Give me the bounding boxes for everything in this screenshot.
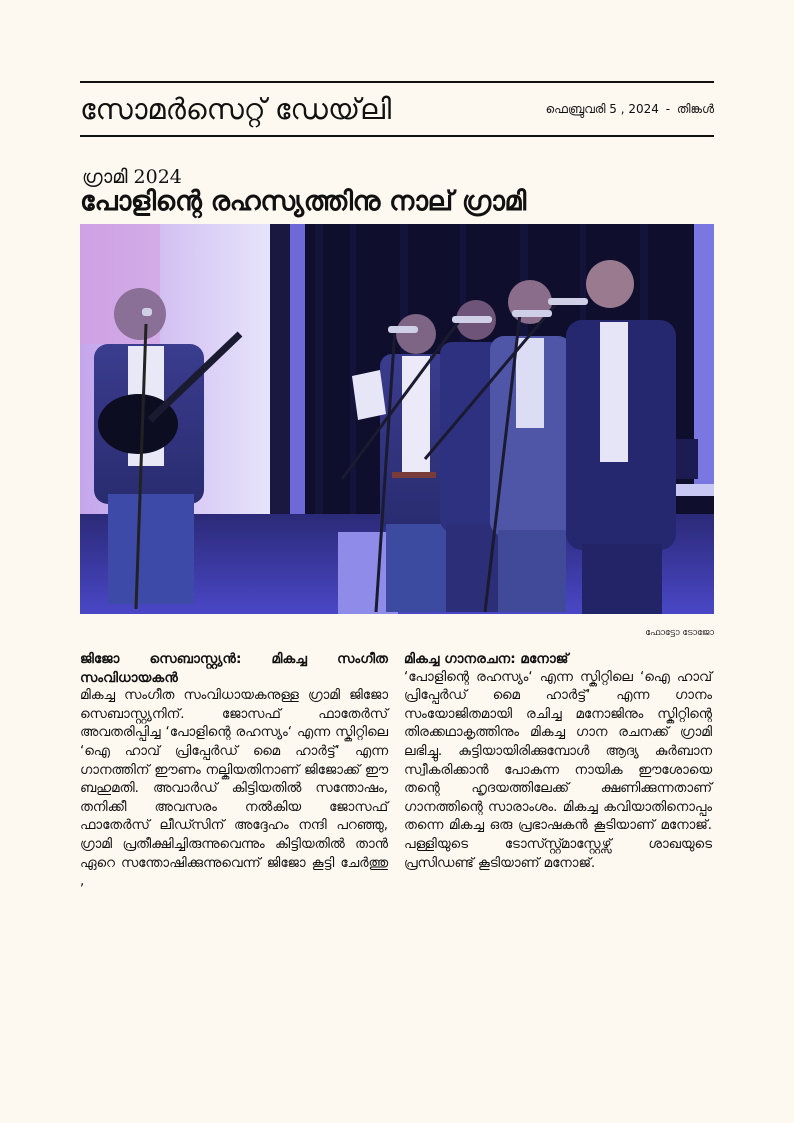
column-body: മികച്ച സംഗീത സംവിധായകനുള്ള ഗ്രാമി ജിജോ സെബാസ്റ്റ്യനിന്. ജോസഫ് ഫാതേർസ് അവതരിപ്പിച്ച ‘പോളിന്റെ രഹസ്യം‘ എന്ന സ്കിറ്റിലെ ‘ഐ ഹാവ് പ്രിപ്പേർഡ് മൈ ഹാർട്ട്‘ എന്ന ഗാനത്തിന് ഈണം നല്കിയതിനാണ് ജിജോക്ക് ഈ ബഹുമതി. അവാർഡ് കിട്ടിയതിൽ സന്തോഷം, തനിക്കീ അവസരം നൽകിയ ജോസഫ് ഫാതേർസ് ലീഡ്സിന് അദ്ദേഹം നന്ദി പറഞ്ഞു, ഗ്രാമി പ്രതീക്ഷിച്ചിരുന്നുവെന്നും കിട്ടിയതിൽ താൻ ഏറെ സന്തോഷിക്കുന്നുവെന്ന് ജിജോ കൂട്ടി ചേർത്തു ,: [80, 688, 388, 890]
column-body: ‘പോളിന്റെ രഹസ്യം‘ എന്ന സ്കിറ്റിലെ ‘ഐ ഹാവ് പ്രിപ്പേർഡ് മൈ ഹാർട്ട്‘ എന്ന ഗാനം സംയോജിതമായി രചിച്ച മനോജിനും സ്കിറ്റിന്റെ തിരക്കഥാകൃത്തിനും മികച്ച ഗാന രചനക്ക് ഗ്രാമി ലഭിച്ചു. കുട്ടിയായിരിക്കുമ്പോൾ ആദ്യ കുർബാന സ്വീകരിക്കാൻ പോകുന്ന നായിക ഈശോയെ തന്റെ ഹൃദയത്തിലേക്ക് ക്ഷണിക്കുന്നതാണ് ഗാനത്തിന്റെ സാരാംശം. മികച്ച കവിയാതിനൊപ്പം തന്നെ മികച്ച ഒരു പ്രഭാഷകൻ കൂടിയാണ് മനോജ്. പള്ളിയുടെ ടോസ്സ്റ്റ്മാസ്റ്റേഴ്സ് ശാഖയുടെ പ്രസിഡണ്ട് കൂടിയാണ് മനോജ്.: [404, 669, 712, 871]
column-heading: ജിജോ സെബാസ്റ്റ്യൻ: മികച്ച സംഗീത സംവിധായകൻ: [80, 651, 388, 686]
article-column-left: [80, 650, 388, 892]
dateline-separator: -: [665, 101, 671, 116]
masthead-bottom-rule: [80, 135, 714, 137]
article-kicker: ഗ്രാമി 2024: [82, 166, 182, 188]
article-photo: [80, 224, 714, 614]
dateline: [546, 102, 714, 117]
photo-credit: ഫോട്ടോ ടോജോ: [645, 628, 714, 638]
article-headline: പോളിന്റെ രഹസ്യത്തിനു നാല് ഗ്രാമി: [80, 186, 526, 217]
masthead-top-rule: [80, 81, 714, 83]
masthead: [80, 86, 714, 132]
column-heading: മികച്ച ഗാനരചന: മനോജ്: [404, 651, 569, 667]
issue-weekday: തിങ്കൾ: [676, 101, 714, 116]
article-column-right: [404, 650, 712, 873]
newspaper-name: സോമർസെറ്റ് ഡേയ്‌ലി: [80, 91, 392, 126]
stage-performance-illustration: [80, 224, 714, 614]
issue-date: ഫെബ്രുവരി 5 , 2024: [545, 101, 659, 116]
